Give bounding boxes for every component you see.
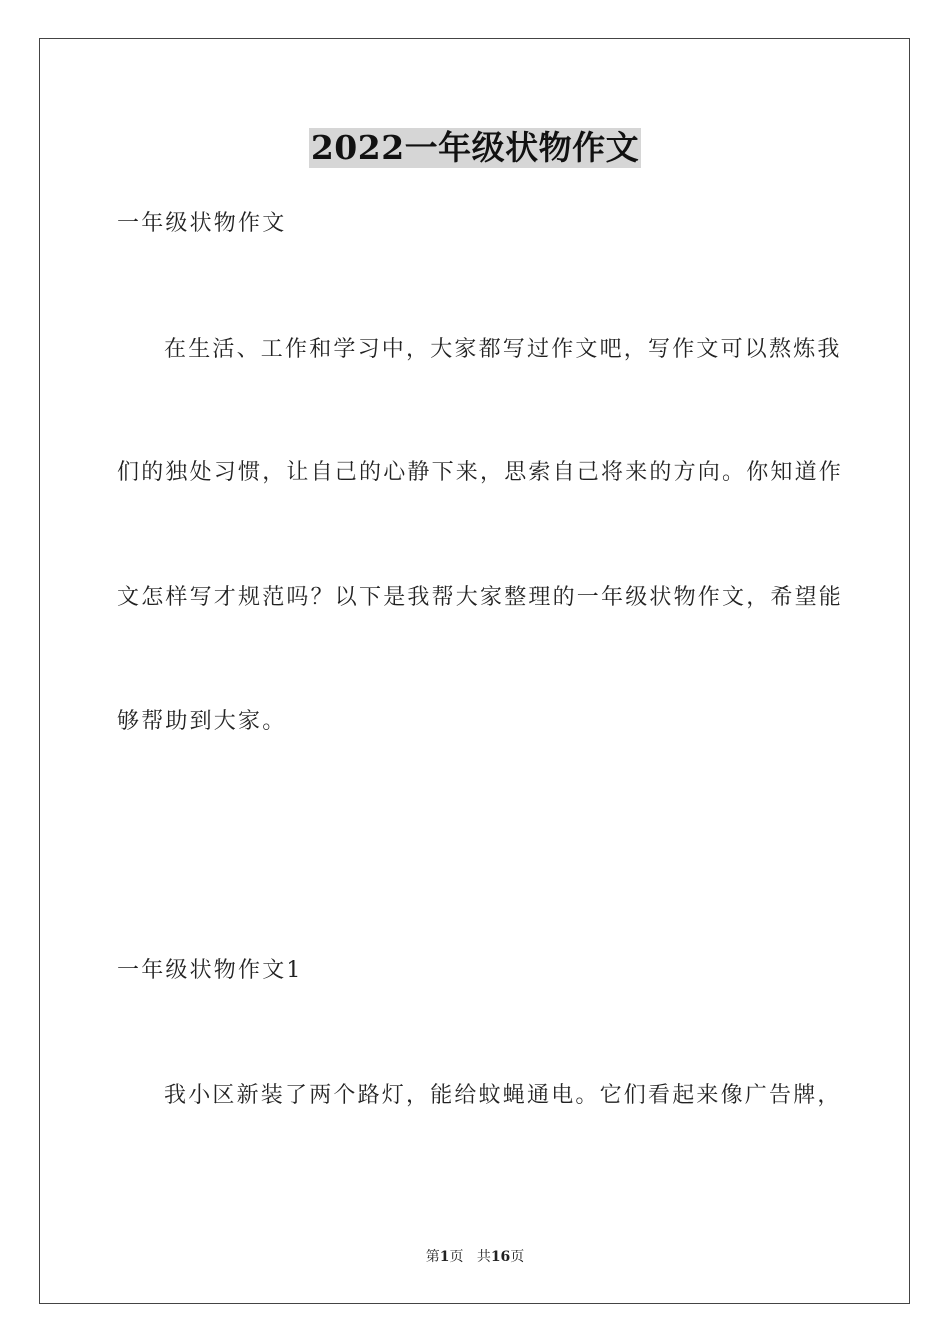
footer-total-prefix: 共 — [476, 1249, 491, 1265]
page-footer — [0, 1248, 950, 1266]
document-subtitle: 一年级状物作文 — [117, 211, 287, 236]
title-container — [0, 128, 950, 168]
intro-line-2: 们的独处习惯，让自己的心静下来，思索自己将来的方向。你知道作 — [117, 460, 844, 485]
section-heading: 一年级状物作文1 — [117, 958, 303, 983]
document-title: 2022一年级状物作文 — [310, 128, 640, 167]
footer-page-prefix: 第 — [425, 1249, 440, 1265]
intro-line-4: 够帮助到大家。 — [117, 709, 287, 734]
intro-line-3: 文怎样写才规范吗？以下是我帮大家整理的一年级状物作文，希望能 — [117, 585, 844, 610]
footer-total-suffix: 页 — [510, 1249, 525, 1265]
footer-page-suffix: 页 — [449, 1249, 464, 1265]
intro-line-1: 在生活、工作和学习中，大家都写过作文吧，写作文可以熬炼我 — [164, 337, 842, 362]
footer-total-pages: 16 — [490, 1249, 511, 1265]
section-line-1: 我小区新装了两个路灯，能给蚊蝇通电。它们看起来像广告牌， — [164, 1083, 842, 1108]
footer-page-number: 1 — [439, 1249, 450, 1265]
